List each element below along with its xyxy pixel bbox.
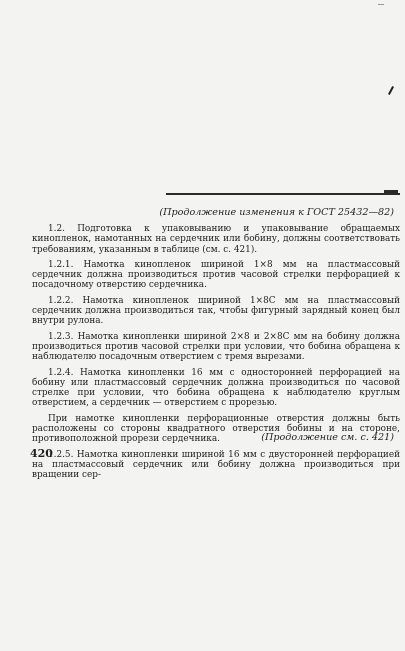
separator-rule: [166, 193, 400, 195]
document-body: [32, 224, 400, 486]
separator-rule-end: [384, 190, 398, 193]
paragraph-1-2-5: 1.2.5. Намотка кинопленки шириной 16 мм с двусторонней перфорацией на пластмассовый сердечник или бобину должна производиться при вращении сер-: [32, 449, 400, 481]
paragraph-1-2-4: 1.2.4. Намотка кинопленки 16 мм с односторонней перфорацией на бобину или пластмассовый сердечник должна производиться по часовой стрелке при условии, что бобина обращена к наблюдателю круглым отверстием, а сердечник — отверстием с прорезью.: [32, 367, 400, 409]
paragraph-1-2-1: 1.2.1. Намотка кинопленок шириной 1×8 мм на пластмассовый сердечник должна производиться против часовой стрелки перфорацией к посадочному отверстию сердечника.: [32, 259, 400, 291]
paragraph-1-2-2: 1.2.2. Намотка кинопленок шириной 1×8С мм на пластмассовый сердечник должна производиться так, чтобы фигурный зарядный конец был внутри рулона.: [32, 295, 400, 327]
edge-mark: [378, 0, 384, 5]
pen-tick-mark: [388, 86, 394, 95]
paragraph-winding-note: При намотке кинопленки перфорационные отверстия должны быть расположены со стороны квадратного отверстия бобины и на стороне, противоположной прорези сердечника.: [32, 413, 400, 445]
continuation-header: (Продолжение изменения к ГОСТ 25432—82): [159, 207, 394, 218]
paragraph-1-2-3: 1.2.3. Намотка кинопленки шириной 2×8 и 2×8С мм на бобину должна производиться против часовой стрелки при условии, что бобина обращена к наблюдателю посадочным отверстием с тремя вырезами.: [32, 331, 400, 363]
continuation-footer: (Продолжение см. с. 421): [261, 432, 394, 443]
paragraph-1-2: 1.2. Подготовка к упаковыванию и упаковывание обращаемых кинопленок, намотанных на сердечник или бобину, должны соответствовать требованиям, указанным в таблице (см. с. 421).: [32, 224, 400, 255]
page-number: 420: [30, 447, 53, 460]
